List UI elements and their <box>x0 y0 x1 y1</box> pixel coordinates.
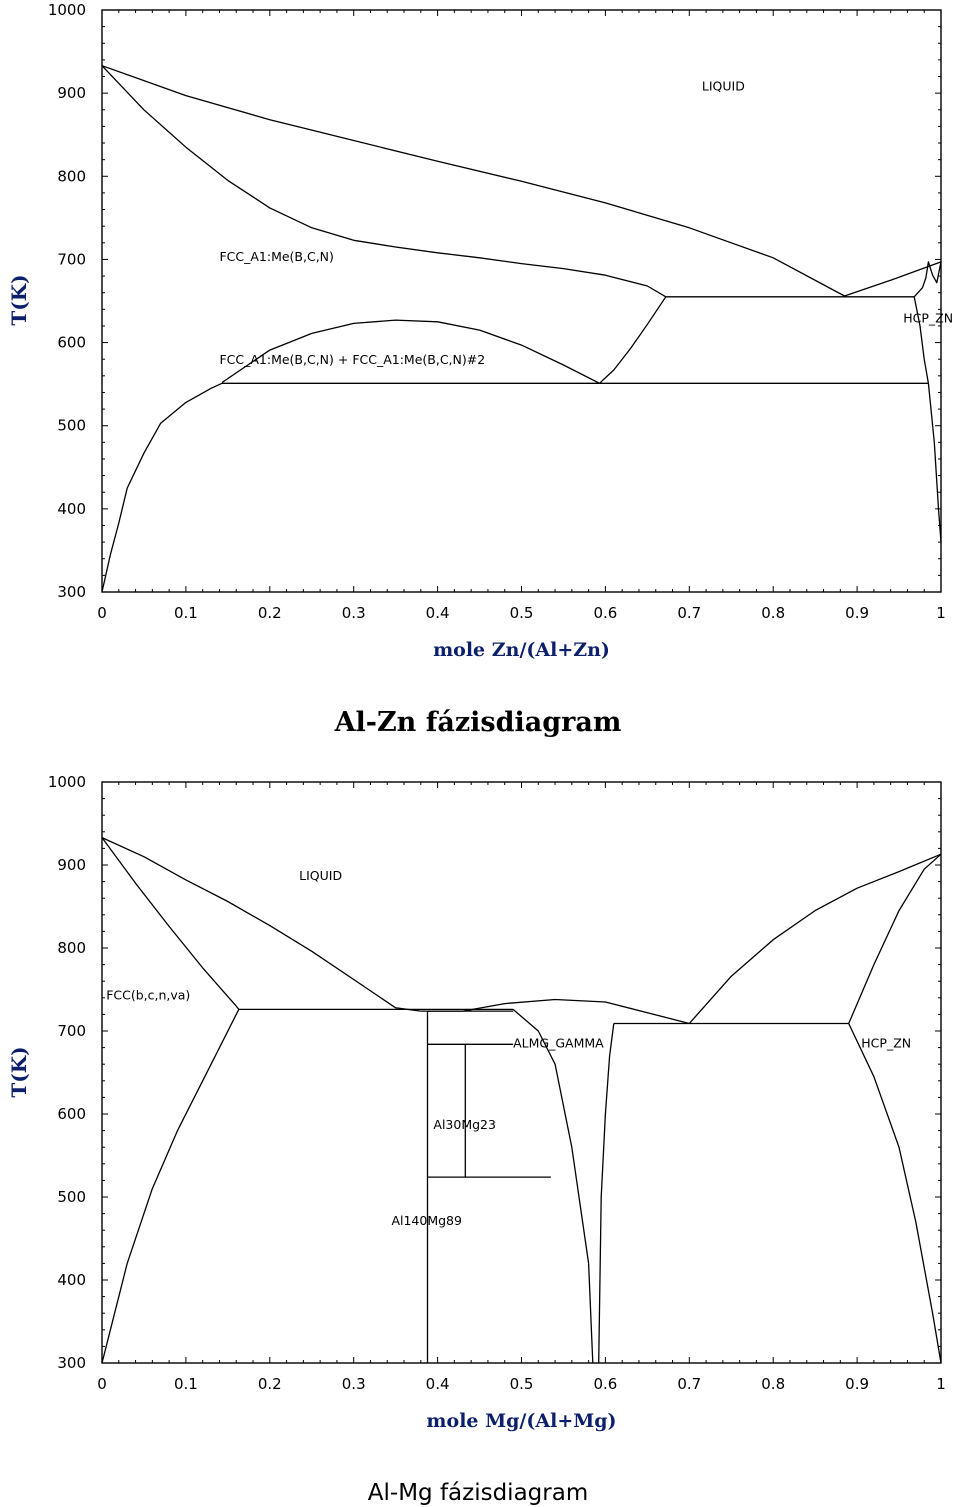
al-zn-y-tick-label: 1000 <box>47 1 86 19</box>
al-mg-y-axis-title: T(K) <box>7 1046 31 1098</box>
al-mg-phase-boundary <box>102 838 239 1010</box>
al-zn-phase-labels <box>219 79 953 368</box>
al-zn-y-tick-label: 800 <box>57 167 86 186</box>
al-zn-x-tick-label: 0.8 <box>761 604 786 622</box>
al-zn-caption: Al-Zn fázisdiagram <box>334 707 622 738</box>
al-mg-y-tick-label: 500 <box>57 1188 86 1206</box>
al-mg-phase-label: HCP_ZN <box>861 1035 912 1051</box>
al-zn-x-tick-label: 0.1 <box>173 604 198 622</box>
al-mg-phase-labels <box>106 868 911 1228</box>
al-mg-phase-label: Al30Mg23 <box>433 1116 496 1132</box>
al-zn-phase-boundary <box>845 262 942 296</box>
al-zn-phase-boundary <box>928 383 941 542</box>
al-zn-x-axis-title: mole Zn/(Al+Zn) <box>433 639 610 661</box>
al-zn-x-tick-label: 0.4 <box>425 604 450 622</box>
al-mg-phase-boundary <box>589 1263 593 1363</box>
al-zn-phase-boundary <box>600 297 666 384</box>
al-mg-x-tick-label: 1 <box>936 1375 946 1393</box>
al-zn-phase-boundary <box>102 66 666 297</box>
al-zn-phase-label: FCC_A1:Me(B,C,N) + FCC_A1:Me(B,C,N)#2 <box>219 352 486 368</box>
al-zn-phase-boundary <box>102 66 845 296</box>
al-mg-x-tick-label: 0.7 <box>677 1375 702 1393</box>
al-mg-phase-boundary <box>599 1024 614 1364</box>
al-mg-x-tick-label: 0.4 <box>425 1375 450 1393</box>
al-mg-phase-label: LIQUID <box>299 867 343 883</box>
al-mg-x-tick-label: 0.2 <box>257 1375 282 1393</box>
al-mg-y-tick-label: 300 <box>57 1354 86 1372</box>
al-zn-y-tick-label: 900 <box>57 84 86 103</box>
al-mg-x-tick-label: 0.9 <box>845 1375 870 1393</box>
al-zn-phase-boundaries <box>102 66 941 592</box>
al-mg-x-tick-label: 0.6 <box>593 1375 618 1393</box>
al-mg-phase-boundaries <box>102 838 941 1363</box>
al-mg-x-tick-label: 0.1 <box>173 1375 198 1393</box>
al-zn-phase-label: FCC_A1:Me(B,C,N) <box>219 249 334 265</box>
al-zn-y-tick-label: 700 <box>57 250 86 269</box>
al-zn-y-tick-label: 300 <box>57 583 86 601</box>
al-mg-phase-boundary <box>102 1009 239 1363</box>
al-mg-caption: Al-Mg fázisdiagram <box>367 1480 589 1506</box>
al-zn-x-tick-label: 0.5 <box>509 604 534 622</box>
al-mg-phase-boundary <box>849 854 941 1023</box>
al-zn-phase-boundary <box>102 383 222 592</box>
al-mg-x-tick-label: 0.3 <box>341 1375 366 1393</box>
al-zn-y-axis-title: T(K) <box>7 274 31 326</box>
al-zn-x-tick-label: 0 <box>97 604 107 622</box>
al-mg-phase-boundary <box>102 838 421 1012</box>
al-mg-phase-label: FCC(b,c,n,va) <box>106 987 191 1003</box>
al-mg-y-tick-label: 400 <box>57 1271 86 1289</box>
al-mg-y-tick-label: 600 <box>57 1105 86 1123</box>
al-zn-y-tick-label: 600 <box>57 333 86 352</box>
al-zn-x-tick-label: 1 <box>936 604 946 622</box>
al-mg-x-tick-label: 0.5 <box>509 1375 534 1393</box>
al-zn-x-tick-label: 0.9 <box>845 604 870 622</box>
al-zn-y-tick-label: 500 <box>57 416 86 435</box>
al-zn-y-tick-label: 400 <box>57 499 86 518</box>
al-zn-x-tick-label: 0.3 <box>341 604 366 622</box>
al-zn-phase-diagram <box>7 1 953 738</box>
al-mg-y-tick-label: 1000 <box>47 773 86 791</box>
al-mg-phase-boundary <box>849 1024 941 1364</box>
al-zn-plot-frame <box>102 10 941 592</box>
al-mg-y-tick-label: 800 <box>57 939 86 957</box>
al-mg-phase-diagram <box>7 773 946 1506</box>
al-mg-ticks <box>48 773 946 1393</box>
al-mg-x-tick-label: 0 <box>97 1375 107 1393</box>
al-mg-y-tick-label: 900 <box>57 856 86 874</box>
al-mg-y-tick-label: 700 <box>57 1022 86 1040</box>
al-mg-phase-boundary <box>689 854 941 1023</box>
al-zn-phase-boundary <box>914 262 941 297</box>
al-mg-x-axis-title: mole Mg/(Al+Mg) <box>426 1410 617 1432</box>
al-mg-phase-label: ALMG_GAMMA <box>513 1035 604 1051</box>
al-zn-x-tick-label: 0.2 <box>257 604 282 622</box>
al-mg-x-tick-label: 0.8 <box>761 1375 786 1393</box>
al-zn-phase-label: LIQUID <box>701 78 745 94</box>
al-mg-plot-frame <box>102 782 941 1363</box>
al-mg-phase-label: Al140Mg89 <box>391 1213 462 1229</box>
al-zn-x-tick-label: 0.6 <box>593 604 618 622</box>
al-zn-phase-label: HCP_ZN <box>903 310 954 326</box>
al-zn-x-tick-label: 0.7 <box>677 604 702 622</box>
